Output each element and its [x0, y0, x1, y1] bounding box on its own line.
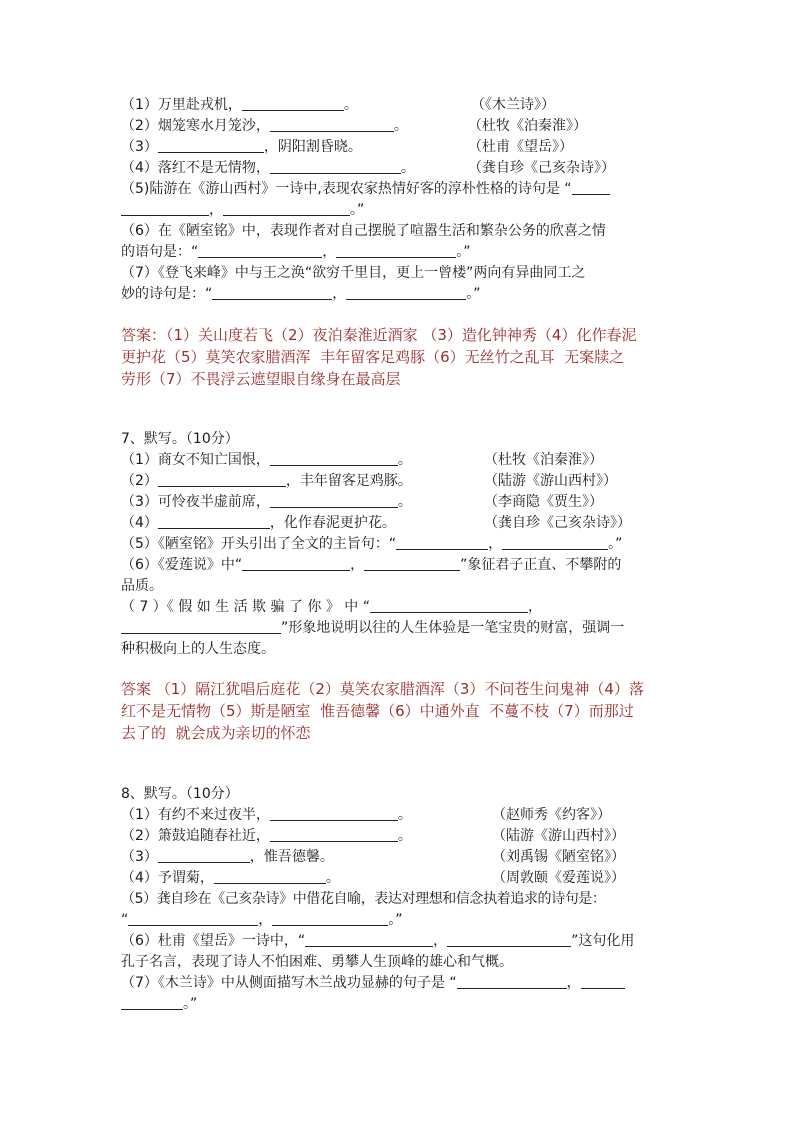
source-label: （龚自珍《己亥杂诗》） — [484, 515, 631, 531]
blank-field[interactable] — [121, 619, 281, 634]
source-label: （赵师秀《约客》） — [492, 807, 611, 823]
source-label: （陆游《游山西村》） — [492, 828, 625, 844]
source-label: （杜牧《泊秦淮》） — [484, 452, 603, 468]
q7-line-8: （ 7 ）《 假 如 生 活 欺 骗 了 你 》 中 “ ， — [121, 599, 543, 615]
q6-line-1: （1）万里赴戎机， 。 — [121, 97, 358, 113]
q8-line-8: 孔子名言，表现了诗人不怕困难、勇攀人生顶峰的雄心和气概。 — [121, 954, 513, 970]
q7-line-4: （4） ，化作春泥更护花。 — [121, 515, 396, 531]
q6-answer-line-1: 答案：（1）关山度若飞（2）夜泊秦淮近酒家 （3）造化钟神秀（4）化作春泥 — [121, 326, 637, 344]
source-label: （杜牧《泊秦淮》） — [468, 118, 587, 134]
blank-field[interactable] — [581, 974, 625, 989]
q8-line-5: （5）龚自珍在《己亥杂诗》中借花自喻，表达对理想和信念执着追求的诗句是： — [121, 891, 606, 907]
blank-field[interactable] — [223, 201, 350, 216]
source-label: （陆游《游山西村》） — [484, 473, 617, 489]
q7-line-5: （5）《陋室铭》开头引出了全文的主旨句：“ ， 。” — [121, 536, 623, 552]
blank-field[interactable] — [272, 911, 388, 926]
blank-field[interactable] — [305, 932, 433, 947]
blank-field[interactable] — [370, 598, 528, 613]
source-label: （周敦颐《爱莲说》） — [492, 870, 625, 886]
blank-field[interactable] — [270, 451, 398, 466]
blank-field[interactable] — [121, 201, 209, 216]
q7-heading: 7、默写。（10分） — [121, 431, 239, 447]
blank-field[interactable] — [270, 159, 401, 174]
blank-field[interactable] — [158, 848, 250, 863]
blank-field[interactable] — [270, 827, 398, 842]
q6-line-9: （7）《登飞来峰》中与王之涣“欲穷千里目，更上一曾楼”两向有异曲同工之 — [121, 265, 586, 281]
source-label: （刘禹锡《陋室铭》） — [492, 849, 625, 865]
blank-field[interactable] — [457, 974, 567, 989]
blank-field[interactable] — [198, 243, 322, 258]
source-label: （《木兰诗》） — [471, 97, 555, 113]
blank-field[interactable] — [447, 932, 571, 947]
q7-line-6: （6）《爱莲说》中“ ， ”象征君子正直、不攀附的 — [121, 557, 622, 573]
q8-line-1: （1）有约不来过夜半， 。 — [121, 807, 412, 823]
q8-line-2: （2）箫鼓追随春社近， 。 — [121, 828, 412, 844]
q6-line-6: ， 。” — [121, 200, 677, 221]
q7-line-3: （3）可怜夜半虚前席， 。 — [121, 494, 412, 510]
q6-answer-line-2: 更护花（5）莫笑农家腊酒浑 丰年留客足鸡豚（6）无丝竹之乱耳 无案牍之 — [121, 348, 625, 366]
blank-field[interactable] — [270, 806, 398, 821]
q6-line-4: （4）落红不是无情物， 。 — [121, 160, 415, 176]
q6-line-5: （5)陆游在《游山西村》一诗中,表现农家热情好客的淳朴性格的诗句是 “ — [121, 179, 677, 200]
q7-line-10: 种积极向上的人生态度。 — [121, 641, 275, 657]
blank-field[interactable] — [336, 243, 456, 258]
q7-line-2: （2） ，丰年留客足鸡豚。 — [121, 473, 412, 489]
q7-line-9: ”形象地说明以往的人生体验是一笔宝贵的财富，强调一 — [121, 618, 677, 639]
q7-answer-line-2: 红不是无情物（5）斯是陋室 惟吾德馨（6）中通外直 不蔓不枝（7）而那过 — [121, 702, 634, 720]
source-label: （李商隐《贾生》） — [484, 494, 603, 510]
q8-line-9: （7）《木兰诗》中从侧面描写木兰战功显赫的句子是 “ ， — [121, 973, 677, 994]
q6-line-3: （3） ，阴阳割昏晓。 — [121, 139, 362, 155]
blank-field[interactable] — [364, 556, 460, 571]
blank-field[interactable] — [214, 869, 326, 884]
q7-line-1: （1）商女不知亡国恨， 。 — [121, 452, 412, 468]
blank-field[interactable] — [242, 96, 344, 111]
blank-field[interactable] — [502, 535, 608, 550]
q7-answer-line-3: 去了的 就会成为亲切的怀恋 — [121, 724, 311, 742]
q6-line-8: 的语句是：“ ， 。” — [121, 244, 471, 260]
q6-line-10: 妙的诗句是：“ ， 。” — [121, 286, 481, 302]
blank-field[interactable] — [212, 285, 332, 300]
blank-field[interactable] — [572, 180, 610, 195]
q6-answer-line-3: 劳形（7）不畏浮云遮望眼自缘身在最高层 — [121, 370, 401, 388]
blank-field[interactable] — [158, 138, 264, 153]
q8-line-7: （6）杜甫《望岳》一诗中，“ ， ”这句化用 — [121, 933, 635, 949]
q7-answer-line-1: 答案 （1）隔江犹唱后庭花（2）莫笑农家腊酒浑（3）不问苍生问鬼神（4）落 — [121, 680, 644, 698]
source-label: （龚自珍《己亥杂诗》） — [468, 160, 615, 176]
q8-heading: 8、默写。（10分） — [121, 786, 239, 802]
q7-line-7: 品质。 — [121, 578, 163, 594]
blank-field[interactable] — [346, 285, 466, 300]
source-label: （杜甫《望岳》） — [468, 139, 573, 155]
blank-field[interactable] — [396, 535, 488, 550]
blank-field[interactable] — [121, 995, 183, 1010]
q6-line-2: （2）烟笼寒水月笼沙， 。 — [121, 118, 408, 134]
q8-line-6: “ ， 。” — [121, 912, 403, 928]
blank-field[interactable] — [242, 556, 350, 571]
q6-line-7: （6）在《陋室铭》中，表现作者对自己摆脱了喧嚣生活和繁杂公务的欣喜之情 — [121, 223, 606, 239]
blank-field[interactable] — [270, 117, 394, 132]
blank-field[interactable] — [158, 514, 270, 529]
q8-line-4: （4）予谓菊， 。 — [121, 870, 340, 886]
blank-field[interactable] — [158, 472, 286, 487]
blank-field[interactable] — [128, 911, 258, 926]
q8-line-3: （3） ，惟吾德馨。 — [121, 849, 334, 865]
blank-field[interactable] — [270, 493, 398, 508]
q8-line-10: 。” — [121, 994, 677, 1015]
